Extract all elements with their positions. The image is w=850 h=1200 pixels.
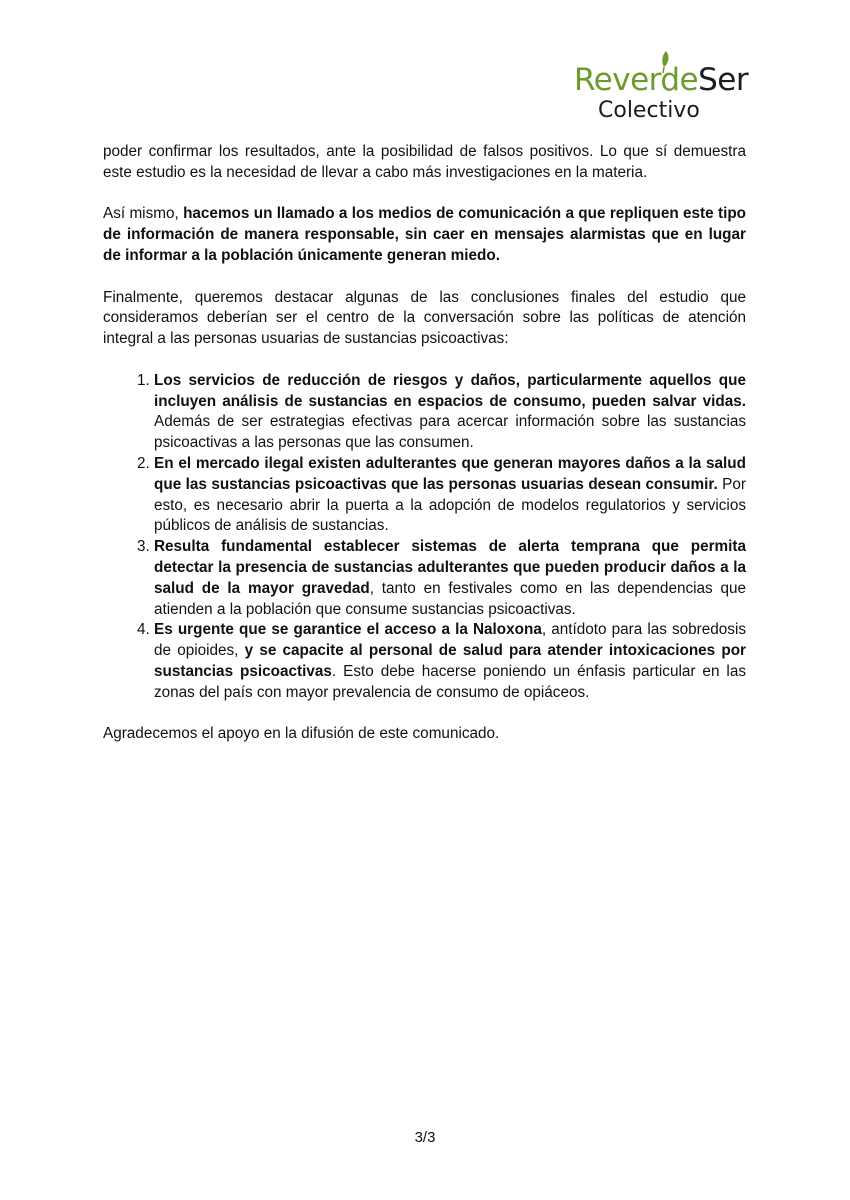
logo-word-reverde: Reverde [574, 62, 699, 98]
list-item [154, 620, 746, 703]
document-body [103, 142, 746, 766]
logo-wordmark [574, 62, 748, 98]
list-item [154, 454, 746, 537]
list-item-text: Por esto, es necesario abrir la puerta a la adopción de modelos regulatorios y servicios públicos de análisis de sustancias. [154, 475, 746, 535]
closing-paragraph: Agradecemos el apoyo en la difusión de este comunicado. [103, 725, 500, 743]
logo-word-ser: Ser [698, 62, 749, 98]
list-item-bold: Es urgente que se garantice el acceso a la Naloxona [154, 621, 542, 639]
paragraph-1: poder confirmar los resultados, ante la posibilidad de falsos positivos. Lo que sí demuestra este estudio es la necesidad de llevar a cabo más investigaciones en la materia. [103, 143, 746, 181]
list-item-text: , tanto en festivales como en las dependencias que atienden a la población que consume sustancias psicoactivas. [154, 579, 746, 618]
paragraph-2 [103, 204, 746, 266]
paragraph-2-bold: hacemos un llamado a los medios de comunicación a que repliquen este tipo de información de manera responsable, sin caer en mensajes alarmistas que en lugar de informar a la población únicamente generan miedo. [103, 205, 747, 264]
logo-subtitle: Colectivo [598, 98, 700, 123]
list-item-text: Además de ser estrategias efectivas para acercar información sobre las sustancias psicoactivas a las personas que las consumen. [154, 413, 746, 452]
list-item [154, 537, 746, 620]
list-item-text: , antídoto para las sobredosis de opioides, [154, 621, 746, 660]
list-item-bold: Los servicios de reducción de riesgos y daños, particularmente aquellos que incluyen análisis de sustancias en espacios de consumo, pueden salvar vidas. [154, 371, 746, 410]
list-item-bold: En el mercado ilegal existen adulterantes que generan mayores daños a la salud que las sustancias psicoactivas que las personas usuarias desean consumir. [154, 454, 746, 493]
page-number: 3/3 [414, 1129, 436, 1146]
list-item-text: . Esto debe hacerse poniendo un énfasis particular en las zonas del país con mayor prevalencia de consumo de opiáceos. [154, 662, 746, 701]
list-item-bold: Resulta fundamental establecer sistemas de alerta temprana que permita detectar la presencia de sustancias adulterantes que pueden producir daños a la salud de la mayor gravedad [154, 538, 746, 597]
list-item [154, 371, 746, 454]
reverdeser-logo [574, 52, 749, 128]
list-item-bold: y se capacite al personal de salud para atender intoxicaciones por sustancias psicoactivas [154, 642, 746, 680]
conclusions-list [103, 371, 746, 704]
paragraph-2-lead: Así mismo, [103, 205, 184, 223]
paragraph-3: Finalmente, queremos destacar algunas de las conclusiones finales del estudio que consideramos deberían ser el centro de la conversación sobre las políticas de atención integral a las personas usuarias de sustancias psicoactivas: [103, 288, 746, 348]
